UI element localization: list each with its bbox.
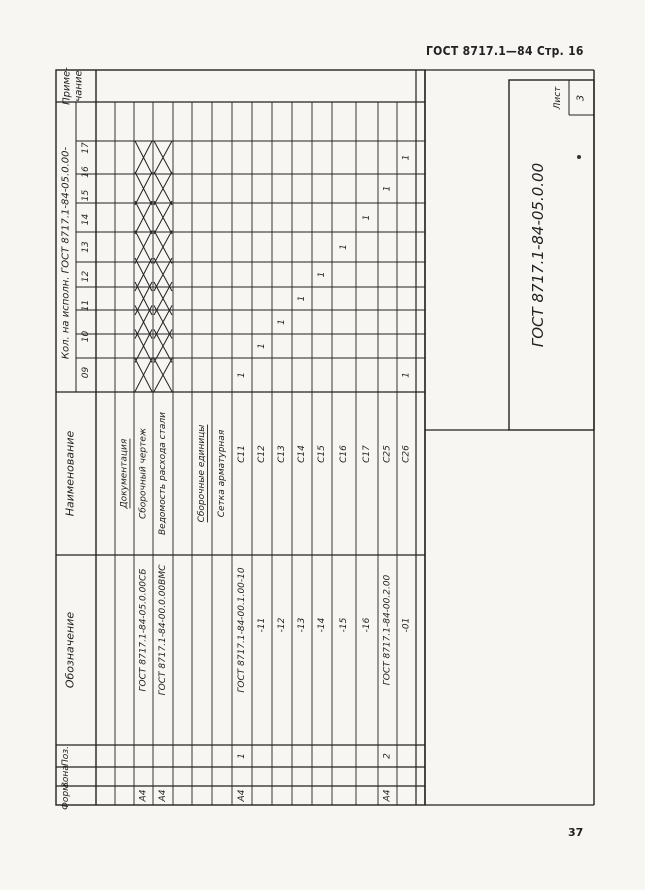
cell-qty: 1 bbox=[382, 185, 393, 192]
stamp-frame bbox=[509, 80, 594, 430]
cell-qty: 1 bbox=[297, 295, 307, 302]
col-header-qty-group: Кол. на исполн. ГОСТ 8717.1-84-05.0.00- bbox=[60, 146, 72, 360]
cell-name: С13 bbox=[277, 445, 287, 463]
cell-name: Сборочные единицы bbox=[197, 424, 207, 523]
cell-designation: -01 bbox=[401, 617, 412, 633]
cell-name: С12 bbox=[257, 445, 267, 463]
exec-header-16: 16 bbox=[81, 166, 91, 178]
page-number: 37 bbox=[568, 826, 584, 839]
col-header-zone: Зона bbox=[61, 765, 71, 788]
exec-header-13: 13 bbox=[81, 241, 91, 253]
cell-format: А4 bbox=[158, 789, 168, 802]
cell-qty: 1 bbox=[401, 154, 412, 161]
cell-designation: ГОСТ 8717.1-84-05.0.00СБ bbox=[138, 568, 149, 692]
exec-header-10: 10 bbox=[81, 330, 91, 343]
cell-format: А4 bbox=[237, 789, 247, 802]
cell-name: С25 bbox=[382, 445, 393, 463]
exec-header-15: 15 bbox=[81, 189, 91, 202]
exec-header-11: 11 bbox=[81, 299, 91, 312]
cell-designation: ГОСТ 8717.1-84-00.0.00ВМС bbox=[158, 564, 168, 696]
table-frame bbox=[56, 70, 425, 805]
cell-name: С11 bbox=[237, 445, 247, 463]
cell-name: Документация bbox=[119, 438, 130, 509]
cell-qty: 1 bbox=[339, 244, 349, 250]
col-header-designation: Обозначение bbox=[63, 611, 77, 689]
cell-qty: 1 bbox=[277, 319, 287, 325]
col-header-note: чание bbox=[73, 70, 85, 102]
cell-designation: -14 bbox=[317, 617, 327, 633]
cell-qty: 1 bbox=[362, 214, 372, 221]
cell-pos: 1 bbox=[237, 753, 247, 759]
cell-name: С16 bbox=[339, 445, 349, 463]
cell-format: А4 bbox=[138, 789, 149, 802]
page-header: ГОСТ 8717.1—84 Стр. 16 bbox=[426, 44, 584, 58]
cell-name: С17 bbox=[362, 445, 372, 463]
cell-name: Ведомость расхода стали bbox=[158, 411, 168, 536]
cell-designation: -13 bbox=[297, 617, 307, 633]
exec-header-14: 14 bbox=[81, 213, 91, 226]
cell-designation: ГОСТ 8717.1-84-00.2.00 bbox=[382, 574, 393, 686]
cell-qty: 1 bbox=[317, 271, 327, 278]
col-header-format: Форм. bbox=[61, 781, 71, 810]
stamp-sheet-label: Лист bbox=[553, 86, 563, 110]
col-header-pos: Поз. bbox=[61, 746, 71, 766]
stamp-title: ГОСТ 8717.1-84-05.0.00 bbox=[529, 162, 547, 348]
stamp-sheet-number: 3 bbox=[575, 94, 587, 102]
col-header-note: Приме- bbox=[61, 67, 73, 105]
cell-qty: 1 bbox=[237, 372, 247, 378]
cell-qty: 1 bbox=[257, 343, 267, 349]
cell-designation: ГОСТ 8717.1-84-00.1.00-10 bbox=[237, 567, 247, 693]
cell-name: С15 bbox=[317, 445, 327, 463]
exec-header-17: 17 bbox=[81, 142, 91, 154]
cell-designation: -15 bbox=[339, 617, 349, 633]
cell-qty: 1 bbox=[401, 372, 412, 378]
exec-header-12: 12 bbox=[81, 270, 91, 283]
cell-pos: 2 bbox=[382, 753, 393, 759]
cell-designation: -16 bbox=[362, 617, 372, 633]
cell-format: А4 bbox=[382, 789, 393, 802]
cell-name: С14 bbox=[297, 445, 307, 463]
cell-name: Сборочный чертеж bbox=[138, 427, 149, 520]
cell-name: С26 bbox=[401, 445, 412, 463]
exec-header-09: 09 bbox=[81, 366, 91, 379]
cell-designation: -12 bbox=[277, 617, 287, 633]
cell-designation: -11 bbox=[257, 617, 267, 633]
col-header-name: Наименование bbox=[63, 430, 77, 517]
cell-name: Сетка арматурная bbox=[217, 429, 227, 518]
